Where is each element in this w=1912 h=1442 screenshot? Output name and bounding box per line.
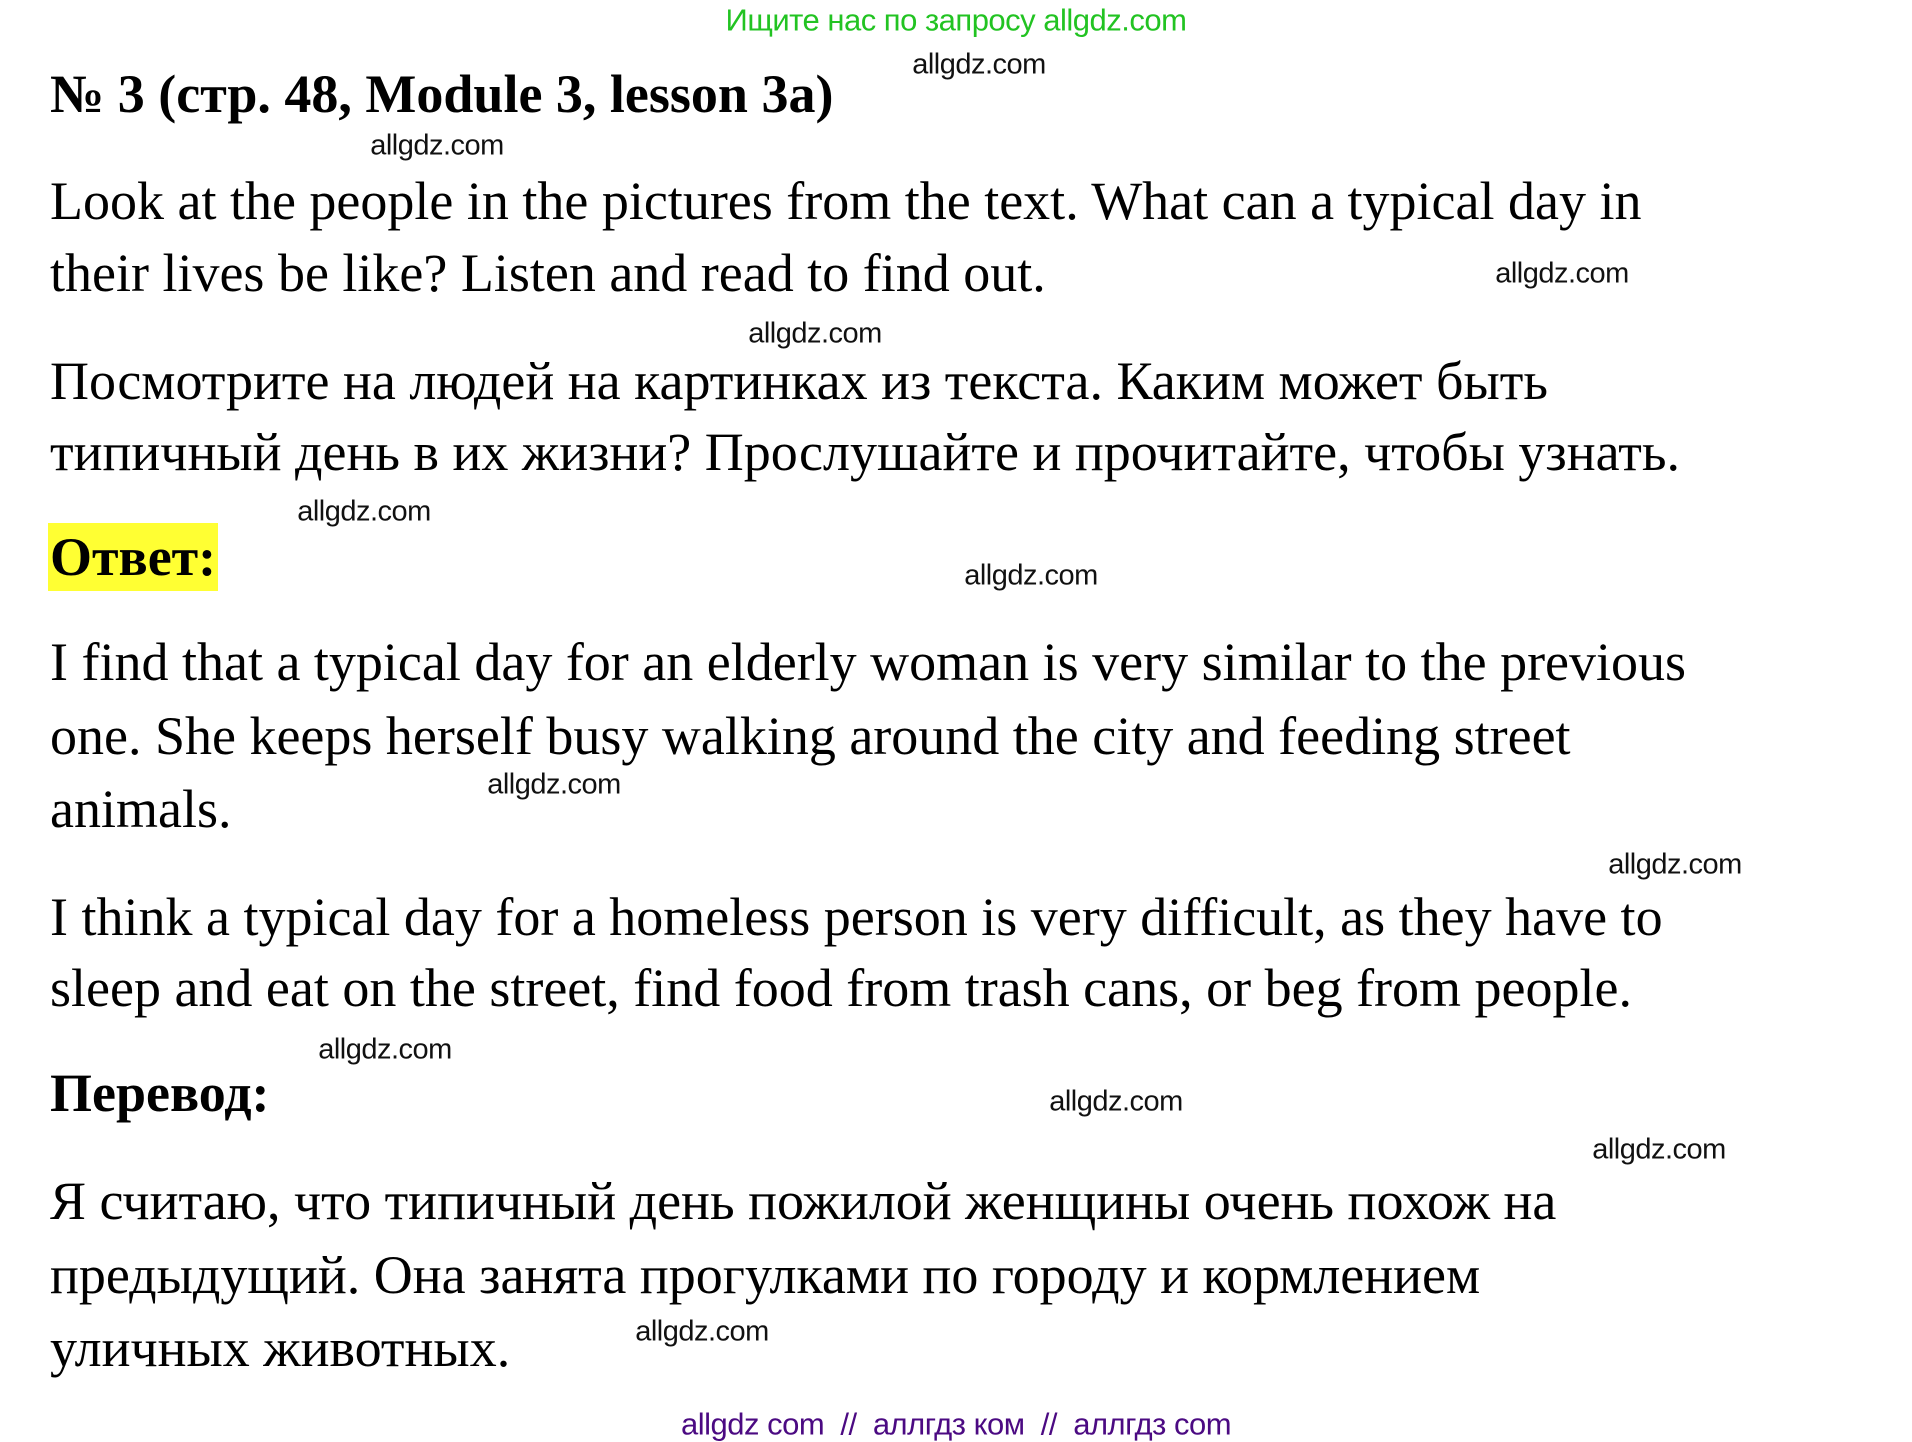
exercise-title: № 3 (стр. 48, Module 3, lesson 3a) xyxy=(50,64,834,124)
watermark: allgdz.com xyxy=(370,129,504,162)
translation-line: предыдущий. Она занята прогулками по городу и кормлением xyxy=(50,1245,1481,1305)
watermark: allgdz.com xyxy=(1592,1133,1726,1166)
task-ru-line: Посмотрите на людей на картинках из текста. Каким может быть xyxy=(50,351,1548,411)
search-banner: Ищите нас по запросу allgdz.com xyxy=(725,2,1187,38)
task-en-line: their lives be like? Listen and read to find out. xyxy=(50,243,1046,303)
answer-line: animals. xyxy=(50,779,232,839)
translation-heading: Перевод: xyxy=(50,1063,270,1123)
task-en-line: Look at the people in the pictures from the text. What can a typical day in xyxy=(50,171,1642,231)
watermark: allgdz.com xyxy=(964,559,1098,592)
watermark: allgdz.com xyxy=(487,768,621,801)
answer-line: one. She keeps herself busy walking around the city and feeding street xyxy=(50,706,1571,766)
answer-line: sleep and eat on the street, find food from trash cans, or beg from people. xyxy=(50,958,1632,1018)
translation-line: уличных животных. xyxy=(50,1318,511,1378)
translation-line: Я считаю, что типичный день пожилой женщины очень похож на xyxy=(50,1171,1557,1231)
watermark: allgdz.com xyxy=(318,1033,452,1066)
answer-line: I think a typical day for a homeless person is very difficult, as they have to xyxy=(50,887,1663,947)
watermark: allgdz.com xyxy=(912,48,1046,81)
answer-label: Ответ: xyxy=(48,523,218,591)
task-ru-line: типичный день в их жизни? Прослушайте и прочитайте, чтобы узнать. xyxy=(50,422,1680,482)
watermark: allgdz.com xyxy=(635,1315,769,1348)
watermark: allgdz.com xyxy=(1495,257,1629,290)
watermark: allgdz.com xyxy=(748,317,882,350)
footer-links: allgdz com // аллгдз ком // аллгдз com xyxy=(680,1406,1232,1442)
watermark: allgdz.com xyxy=(1049,1085,1183,1118)
watermark: allgdz.com xyxy=(1608,848,1742,881)
watermark: allgdz.com xyxy=(297,495,431,528)
answer-heading xyxy=(48,527,218,587)
answer-line: I find that a typical day for an elderly woman is very similar to the previous xyxy=(50,632,1687,692)
